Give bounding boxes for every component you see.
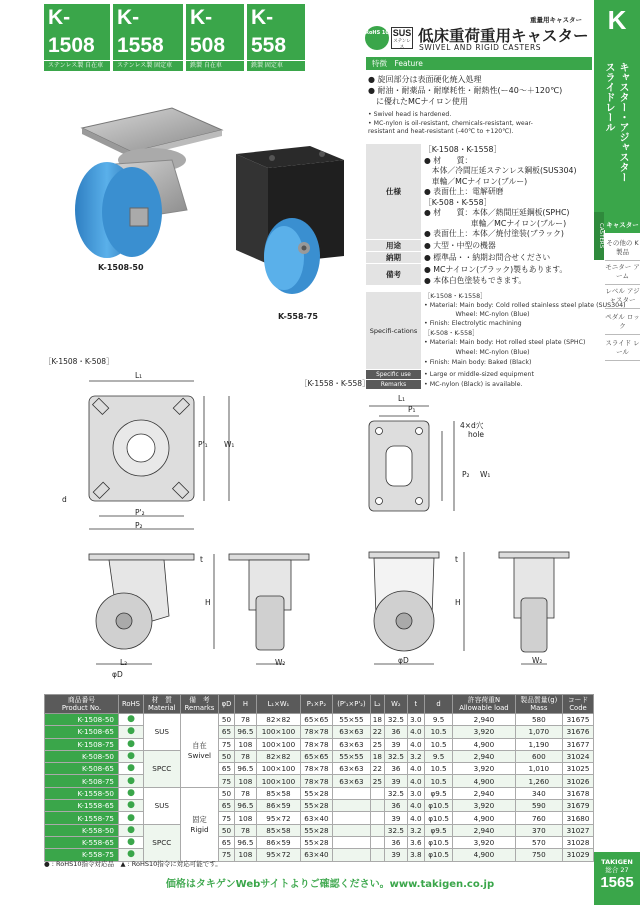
dim-d-left: d: [62, 495, 67, 504]
cell-value: 600: [515, 750, 562, 762]
cell-value: 86×59: [257, 800, 300, 812]
product-table: [44, 694, 594, 862]
cell-value: 2,940: [453, 750, 515, 762]
cell-value: 4.0: [407, 726, 424, 738]
table-row: [45, 800, 594, 812]
cell-rohs: ●: [119, 763, 144, 775]
cell-value: 36: [385, 763, 408, 775]
cell-value: 1,070: [515, 726, 562, 738]
cell-value: 4,900: [453, 849, 515, 861]
cell-value: 39: [385, 775, 408, 787]
cell-value: 31025: [563, 763, 594, 775]
spec-en-line: • Material: Main body: Cold rolled stainless steel plate (SUS304): [424, 302, 626, 309]
cell-value: 55×28: [300, 836, 333, 848]
feature-header: 特徴 Feature: [366, 57, 592, 70]
spec-jp-line: ● 材 質：本体／熱間圧延鋼板(SPHC): [424, 208, 570, 217]
cell-rohs: ●: [119, 812, 144, 824]
cell-value: 82×82: [257, 750, 300, 762]
remarks-jp-1: ● MCナイロン(ブラック)製もあります。: [424, 265, 568, 274]
cell-value: 75: [219, 849, 234, 861]
cell-value: 31675: [563, 714, 594, 726]
cell-value: 9.5: [424, 714, 452, 726]
cell-value: 4,900: [453, 775, 515, 787]
nav-item-other[interactable]: その他の K製品: [605, 236, 640, 261]
cell-product-no: K-1508-75: [45, 738, 119, 750]
cell-value: 10.5: [424, 763, 452, 775]
cell-value: 4.0: [407, 800, 424, 812]
cell-value: [370, 824, 384, 836]
cell-value: φ9.5: [424, 824, 452, 836]
casters-tag: CASTERS: [594, 212, 604, 260]
spec-jp-line: 本体／冷間圧延ステンレス鋼板(SUS304): [424, 166, 577, 175]
cell-value: [370, 849, 384, 861]
cell-value: [333, 824, 370, 836]
cell-value: 4.0: [407, 775, 424, 787]
cell-value: 55×55: [333, 750, 370, 762]
cell-value: 22: [370, 726, 384, 738]
cell-value: [370, 800, 384, 812]
th-d: φD: [219, 695, 234, 714]
cell-value: 10.5: [424, 738, 452, 750]
dim-l1-left: L₁: [135, 371, 143, 380]
nav-item-level-adjuster[interactable]: レベル アジャスター: [605, 284, 640, 309]
cell-rohs: ●: [119, 787, 144, 799]
cell-value: 18: [370, 714, 384, 726]
spec-jp-line: ［K-1508・K-1558］: [424, 145, 502, 154]
cell-value: 65: [219, 726, 234, 738]
price-notice-link[interactable]: 価格はタキゲンWebサイトよりご確認ください。www.takigen.co.jp: [165, 879, 495, 890]
dim-phid-left: φD: [112, 670, 123, 679]
cell-value: 3.2: [407, 750, 424, 762]
spec-en-line: • Finish: Main body: Baked (Black): [424, 359, 532, 366]
table-row: [45, 726, 594, 738]
cell-value: 75: [219, 812, 234, 824]
table-footnote: ● : RoHS10指令対応品 ▲ : RoHS10指令に対応可能です。: [44, 860, 222, 868]
dim-p2-left: P₂: [135, 521, 143, 530]
cell-value: 1,190: [515, 738, 562, 750]
cell-value: 65×65: [300, 714, 333, 726]
dim-l1-right: L₁: [398, 394, 406, 403]
cell-value: 78: [234, 787, 257, 799]
dim-t-left: t: [200, 555, 203, 564]
cell-value: 63×63: [333, 738, 370, 750]
photo-caption-left: K-1508-50: [98, 263, 144, 272]
model-tag-k558: K-558 鉄製 固定車: [247, 4, 305, 50]
cell-material: SPCC: [144, 750, 180, 787]
spec-jp-line: ● 表面仕上：本体／焼付塗装(ブラック): [424, 229, 564, 238]
cell-value: 31029: [563, 849, 594, 861]
cell-rohs: ●: [119, 849, 144, 861]
table-row: [45, 812, 594, 824]
th-load: 許容荷重N Allowable load: [453, 695, 515, 714]
cell-rohs: ●: [119, 836, 144, 848]
page-subtitle: SWIVEL AND RIGID CASTERS: [419, 43, 542, 52]
cell-value: 78×78: [300, 775, 333, 787]
cell-product-no: K-508-65: [45, 763, 119, 775]
cell-value: 78×78: [300, 738, 333, 750]
th-product: 商品番号 Product No.: [45, 695, 119, 714]
nav-item-casters[interactable]: キャスター: [605, 218, 640, 233]
cell-value: 3,920: [453, 800, 515, 812]
th-h: H: [234, 695, 257, 714]
section-vertical-title: キャスター・アジャスター: [617, 62, 628, 182]
cell-product-no: K-1508-65: [45, 726, 119, 738]
cell-value: 31680: [563, 812, 594, 824]
cell-remarks: 固定 Rigid: [180, 787, 219, 861]
cell-value: 50: [219, 787, 234, 799]
cell-value: 1,260: [515, 775, 562, 787]
spec-jp-line: 車輪／MCナイロン(ブルー): [424, 176, 528, 186]
cell-value: φ9.5: [424, 787, 452, 799]
delivery-jp: ● 標準品・・納期お問合せください: [424, 253, 551, 262]
cell-value: 50: [219, 750, 234, 762]
remarks-jp-2: ● 本体白色塗装もできます。: [424, 275, 527, 285]
cell-product-no: K-558-75: [45, 849, 119, 861]
cell-value: 100×100: [257, 763, 300, 775]
cell-value: 3,920: [453, 763, 515, 775]
cell-value: 3.0: [407, 714, 424, 726]
th-p1p2-prime: (P'₁×P'₂): [333, 695, 370, 714]
spec-en-line: • Finish: Electrolytic machining: [424, 320, 522, 327]
page-footer-tab: [594, 852, 640, 905]
feature-en-2: • MC-nylon is oil-resistant, chemicals-resistant, wear-: [368, 119, 533, 127]
cell-value: [370, 812, 384, 824]
cell-product-no: K-1558-50: [45, 787, 119, 799]
cell-value: 22: [370, 763, 384, 775]
cell-value: 32.5: [385, 750, 408, 762]
spec-jp-line: ［K-508・K-558］: [424, 197, 492, 207]
remarks-label-jp: 備考: [366, 264, 421, 286]
cell-rohs: ●: [119, 800, 144, 812]
dim-p1p-left: P'₁: [198, 440, 208, 449]
spec-jp-line: 車輪／MCナイロン(ブルー): [424, 218, 567, 228]
cell-value: 100×100: [257, 726, 300, 738]
th-dd: d: [424, 695, 452, 714]
cell-value: 32.5: [385, 824, 408, 836]
cell-rohs: ●: [119, 750, 144, 762]
cell-value: 63×63: [333, 775, 370, 787]
cell-product-no: K-1508-50: [45, 714, 119, 726]
cell-value: 108: [234, 812, 257, 824]
th-t: t: [407, 695, 424, 714]
cell-value: 580: [515, 714, 562, 726]
cell-rohs: ●: [119, 738, 144, 750]
cell-value: 55×28: [300, 800, 333, 812]
feature-jp-2: ● 耐油・耐薬品・耐摩耗性・耐熱性(ー40〜＋120℃): [368, 86, 563, 95]
cell-value: 3.6: [407, 836, 424, 848]
dim-hole-en: hole: [468, 430, 485, 439]
cell-value: 10.5: [424, 775, 452, 787]
cell-value: 65: [219, 763, 234, 775]
cell-value: 25: [370, 775, 384, 787]
cell-value: 31027: [563, 824, 594, 836]
spec-jp-line: ● 表面仕上：電解研磨: [424, 187, 504, 196]
delivery-label-jp: 納期: [366, 252, 421, 264]
photo-caption-right: K-558-75: [278, 312, 318, 321]
cell-value: 25: [370, 738, 384, 750]
cell-value: 100×100: [257, 738, 300, 750]
cell-value: 96.5: [234, 726, 257, 738]
remarks-en: • MC-nylon (Black) is available.: [424, 381, 523, 388]
cell-product-no: K-1558-75: [45, 812, 119, 824]
cell-value: 4,900: [453, 738, 515, 750]
cell-value: 39: [385, 738, 408, 750]
cell-value: 39: [385, 849, 408, 861]
cell-value: 78: [234, 750, 257, 762]
spec-en-line: • Material: Main body: Hot rolled steel plate (SPHC): [424, 339, 586, 346]
nav-item-monitor-arm[interactable]: モニター アーム: [605, 260, 640, 285]
cell-value: 108: [234, 775, 257, 787]
cell-material: SUS: [144, 714, 180, 751]
cell-value: [370, 787, 384, 799]
table-row: [45, 836, 594, 848]
cell-value: 63×63: [333, 763, 370, 775]
cell-value: 82×82: [257, 714, 300, 726]
cell-value: 2,940: [453, 787, 515, 799]
cell-value: [333, 836, 370, 848]
cell-value: 39: [385, 812, 408, 824]
cell-value: 75: [219, 775, 234, 787]
cell-value: 96.5: [234, 763, 257, 775]
feature-en-1: • Swivel head is hardened.: [368, 111, 452, 118]
cell-value: 4,900: [453, 812, 515, 824]
use-jp: ● 大型・中型の機器: [424, 241, 496, 250]
cell-value: 85×58: [257, 824, 300, 836]
cell-value: 590: [515, 800, 562, 812]
cell-value: 36: [385, 836, 408, 848]
table-row: [45, 714, 594, 726]
dim-p1-right: P₁: [408, 405, 416, 414]
cell-value: 750: [515, 849, 562, 861]
cell-value: 3.8: [407, 849, 424, 861]
cell-value: φ10.5: [424, 800, 452, 812]
sus-badge-icon: SUS ステンレス: [392, 28, 412, 50]
th-l1w1: L₁×W₁: [257, 695, 300, 714]
drawing-title-left: ［K-1508・K-508］: [44, 357, 114, 366]
cell-value: 50: [219, 714, 234, 726]
cell-rohs: ●: [119, 824, 144, 836]
section-letter: K: [594, 0, 640, 52]
cell-value: 95×72: [257, 812, 300, 824]
cell-value: 55×28: [300, 824, 333, 836]
cell-value: 9.5: [424, 750, 452, 762]
use-label-en: Specific use: [366, 370, 421, 380]
th-material: 材 質 Material: [144, 695, 180, 714]
cell-value: 31678: [563, 787, 594, 799]
table-header-row: [45, 695, 594, 714]
cell-value: 760: [515, 812, 562, 824]
caster-photo-k558: [232, 146, 347, 296]
cell-value: 63×40: [300, 812, 333, 824]
cell-value: 95×72: [257, 849, 300, 861]
use-en: • Large or middle-sized equipment: [424, 371, 534, 378]
table-row: [45, 738, 594, 750]
cell-value: φ10.5: [424, 849, 452, 861]
dim-p2-right: P₂: [462, 470, 470, 479]
cell-value: 108: [234, 849, 257, 861]
cell-value: 3,920: [453, 836, 515, 848]
cell-value: 31026: [563, 775, 594, 787]
nav-item-slide-rail[interactable]: スライド レール: [605, 336, 640, 361]
feature-jp-3: に優れたMCナイロン使用: [368, 97, 468, 106]
page-title: 低床重荷重用キャスター: [418, 27, 589, 45]
feature-en-3: resistant and heat-resistant (-40℃ to +120℃).: [368, 128, 514, 135]
cell-value: φ10.5: [424, 836, 452, 848]
cell-value: 31028: [563, 836, 594, 848]
cell-value: 86×59: [257, 836, 300, 848]
cell-product-no: K-558-50: [45, 824, 119, 836]
th-remarks: 備 考 Remarks: [180, 695, 219, 714]
model-tag-k508: K-508 鉄製 自在車: [186, 4, 244, 50]
category-label: 重量用キャスター: [530, 16, 582, 24]
cell-value: 78×78: [300, 726, 333, 738]
cell-value: [333, 787, 370, 799]
cell-value: 1,010: [515, 763, 562, 775]
dim-w1-left: W₁: [224, 440, 235, 449]
cell-value: 78: [234, 824, 257, 836]
cell-value: 18: [370, 750, 384, 762]
cell-value: 55×55: [333, 714, 370, 726]
cell-value: 31676: [563, 726, 594, 738]
dim-w2-right: W₂: [532, 656, 543, 665]
cell-value: 31024: [563, 750, 594, 762]
cell-value: 4.0: [407, 738, 424, 750]
cell-value: 2,940: [453, 824, 515, 836]
cell-value: [333, 812, 370, 824]
cell-value: 75: [219, 738, 234, 750]
cell-value: 340: [515, 787, 562, 799]
cell-value: 65×65: [300, 750, 333, 762]
section-sidebar: [594, 52, 640, 230]
table-row: [45, 775, 594, 787]
remarks-label-en: Remarks: [366, 380, 421, 390]
cell-value: [333, 800, 370, 812]
cell-product-no: K-558-65: [45, 836, 119, 848]
th-rohs: RoHS: [119, 695, 144, 714]
use-label-jp: 用途: [366, 240, 421, 252]
table-row: [45, 763, 594, 775]
rohs-badge-icon: RoHS 10: [365, 26, 389, 50]
page-number: 1565: [600, 874, 634, 891]
dim-phid-right: φD: [398, 656, 409, 665]
cell-value: 570: [515, 836, 562, 848]
cell-value: 3.2: [407, 824, 424, 836]
spec-label-jp: 仕様: [366, 144, 421, 240]
dim-h-left: H: [205, 598, 211, 607]
caster-photo-k1508: [62, 100, 232, 270]
footer-brand: TAKIGEN: [601, 858, 633, 866]
cell-value: 55×28: [300, 787, 333, 799]
cell-value: 32.5: [385, 714, 408, 726]
cell-value: 96.5: [234, 836, 257, 848]
cell-value: φ10.5: [424, 812, 452, 824]
cell-value: [370, 836, 384, 848]
spec-en-line: ［K-1508・K-1558］: [424, 293, 487, 300]
dim-t-right: t: [455, 555, 458, 564]
th-p1p2: P₁×P₂: [300, 695, 333, 714]
cell-value: 31679: [563, 800, 594, 812]
dim-p2p-left: P'₂: [135, 508, 145, 517]
cell-value: 4.0: [407, 763, 424, 775]
table-row: [45, 824, 594, 836]
cell-value: 100×100: [257, 775, 300, 787]
nav-item-pedal-lock[interactable]: ペダル ロック: [605, 310, 640, 335]
cell-value: 2,940: [453, 714, 515, 726]
model-tag-k1508: K-1508 ステンレス製 自在車: [44, 4, 110, 50]
spec-jp-line: ● 材 質：: [424, 155, 473, 165]
dim-hole: 4×d穴: [460, 421, 484, 430]
th-mass: 製品質量(g) Mass: [515, 695, 562, 714]
cell-product-no: K-508-75: [45, 775, 119, 787]
cell-product-no: K-1558-65: [45, 800, 119, 812]
dim-w2-left: W₂: [275, 658, 286, 667]
cell-rohs: ●: [119, 714, 144, 726]
th-l2: L₂: [370, 695, 384, 714]
footer-catalog: 総合 27: [605, 866, 629, 874]
table-row: [45, 750, 594, 762]
spec-en-line: Wheel: MC-nylon (Blue): [424, 349, 530, 356]
spec-label-en: Specifi-cations: [366, 292, 421, 370]
cell-value: 85×58: [257, 787, 300, 799]
cell-value: 370: [515, 824, 562, 836]
cell-value: 78×78: [300, 763, 333, 775]
cell-remarks: 自在 Swivel: [180, 714, 219, 788]
cell-material: SPCC: [144, 824, 180, 861]
dim-w1-right: W₁: [480, 470, 491, 479]
cell-rohs: ●: [119, 726, 144, 738]
dimension-drawings: [44, 366, 594, 691]
cell-value: 108: [234, 738, 257, 750]
cell-value: 3.0: [407, 787, 424, 799]
cell-rohs: ●: [119, 775, 144, 787]
spec-en-line: ［K-508・K-558］: [424, 330, 479, 337]
cell-product-no: K-508-50: [45, 750, 119, 762]
cell-value: 78: [234, 714, 257, 726]
cell-value: [333, 849, 370, 861]
cell-value: 50: [219, 824, 234, 836]
cell-value: 96.5: [234, 800, 257, 812]
th-w2: W₂: [385, 695, 408, 714]
cell-value: 63×63: [333, 726, 370, 738]
dim-l2-left: L₂: [120, 658, 128, 667]
spec-en-line: Wheel: MC-nylon (Blue): [424, 311, 530, 318]
model-tag-k1558: K-1558 ステンレス製 固定車: [113, 4, 183, 50]
section-vertical-subtitle: スライドレール: [603, 62, 614, 132]
drawing-title-right: ［K-1558・K-558］: [300, 379, 370, 388]
cell-value: 4.0: [407, 812, 424, 824]
cell-value: 36: [385, 800, 408, 812]
dim-h-right: H: [455, 598, 461, 607]
cell-value: 65: [219, 836, 234, 848]
cell-value: 10.5: [424, 726, 452, 738]
cell-value: 65: [219, 800, 234, 812]
table-row: [45, 787, 594, 799]
cell-value: 63×40: [300, 849, 333, 861]
cell-value: 3,920: [453, 726, 515, 738]
th-code: コード Code: [563, 695, 594, 714]
cell-material: SUS: [144, 787, 180, 824]
cell-value: 36: [385, 726, 408, 738]
cell-value: 32.5: [385, 787, 408, 799]
feature-jp-1: ● 旋回部分は表面硬化焼入処理: [368, 75, 482, 84]
cell-value: 31677: [563, 738, 594, 750]
